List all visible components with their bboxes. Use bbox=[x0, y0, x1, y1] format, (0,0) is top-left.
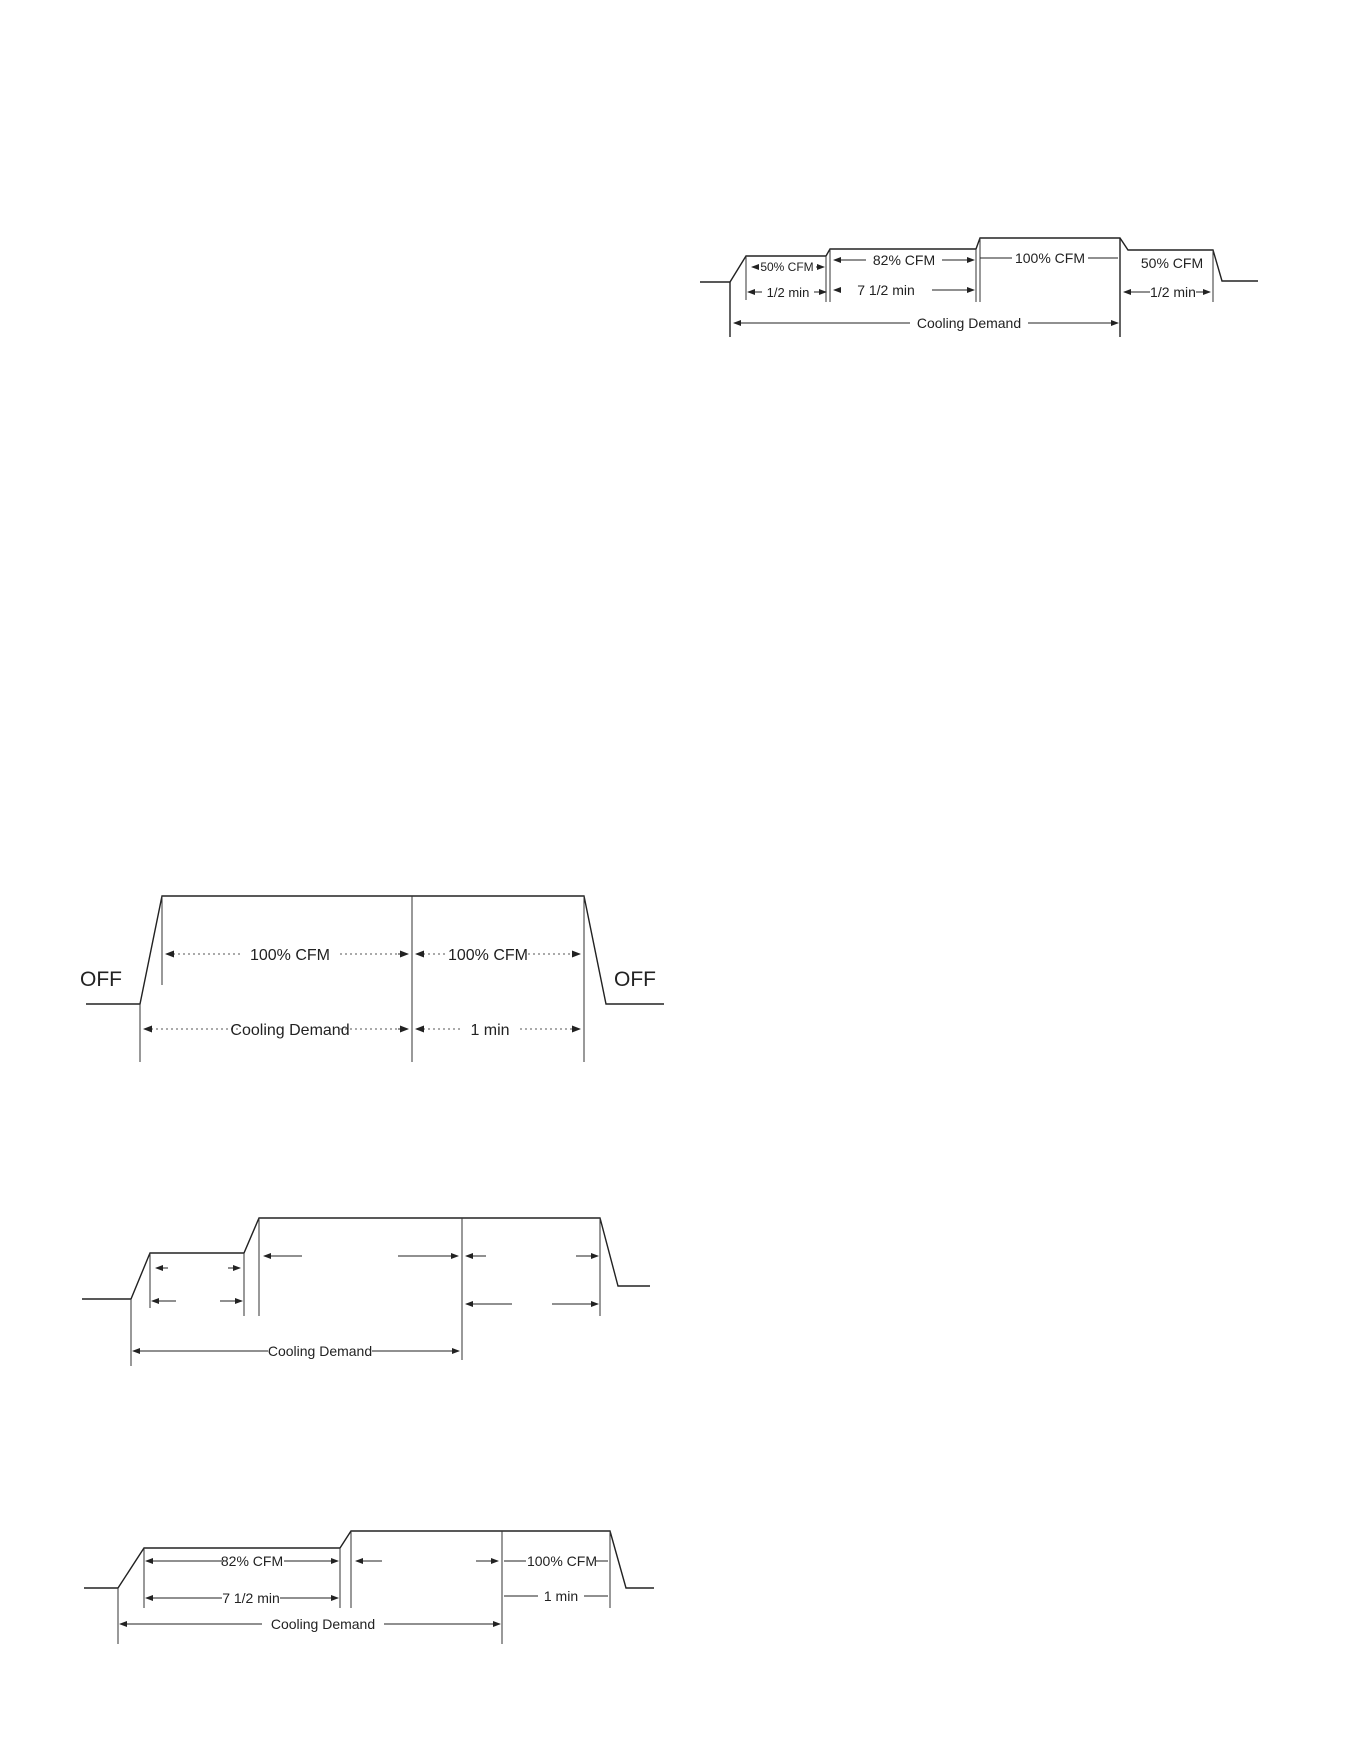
off-label-right: OFF bbox=[614, 968, 656, 991]
seg1-cfm-label: 50% CFM bbox=[760, 260, 814, 274]
seg1-time-label: 1/2 min bbox=[766, 285, 810, 300]
seg3-cfm-label: 100% CFM bbox=[526, 1553, 598, 1569]
fan-profile-diagram-b-svg bbox=[0, 880, 700, 1080]
fan-profile-diagram-c-svg bbox=[0, 1200, 700, 1390]
fan-profile-diagram-a bbox=[0, 0, 1361, 365]
seg2-cfm-label: 82% CFM bbox=[872, 252, 936, 268]
cooling-demand-label: Cooling Demand bbox=[270, 1616, 376, 1632]
off-label-left: OFF bbox=[80, 968, 122, 991]
seg1-cfm-label: 82% CFM bbox=[220, 1553, 284, 1569]
seg2-time-label: 1 min bbox=[470, 1022, 510, 1039]
fan-profile-diagram-c bbox=[0, 1200, 700, 1395]
fan-profile-diagram-d bbox=[0, 1520, 700, 1685]
profile-line bbox=[82, 1218, 650, 1299]
fan-profile-diagram-b bbox=[0, 880, 700, 1085]
seg2-cfm-label: 100% CFM bbox=[447, 947, 529, 964]
seg1-cfm-label: 100% CFM bbox=[249, 947, 331, 964]
seg3-cfm-label: 100% CFM bbox=[1014, 250, 1086, 266]
seg4-cfm-label: 50% CFM bbox=[1140, 255, 1204, 271]
fan-profile-diagram-d-svg bbox=[0, 1520, 700, 1680]
seg2-time-label: 7 1/2 min bbox=[857, 282, 915, 298]
seg1-time-label: 7 1/2 min bbox=[222, 1590, 280, 1606]
seg3-time-label: 1 min bbox=[543, 1588, 579, 1604]
seg4-time-label: 1/2 min bbox=[1150, 284, 1196, 300]
cooling-demand-label: Cooling Demand bbox=[916, 315, 1022, 331]
cooling-demand-label: Cooling Demand bbox=[267, 1343, 373, 1359]
cooling-demand-label: Cooling Demand bbox=[230, 1022, 350, 1039]
fan-profile-diagram-a-svg bbox=[0, 0, 1361, 360]
profile-line bbox=[86, 896, 664, 1004]
